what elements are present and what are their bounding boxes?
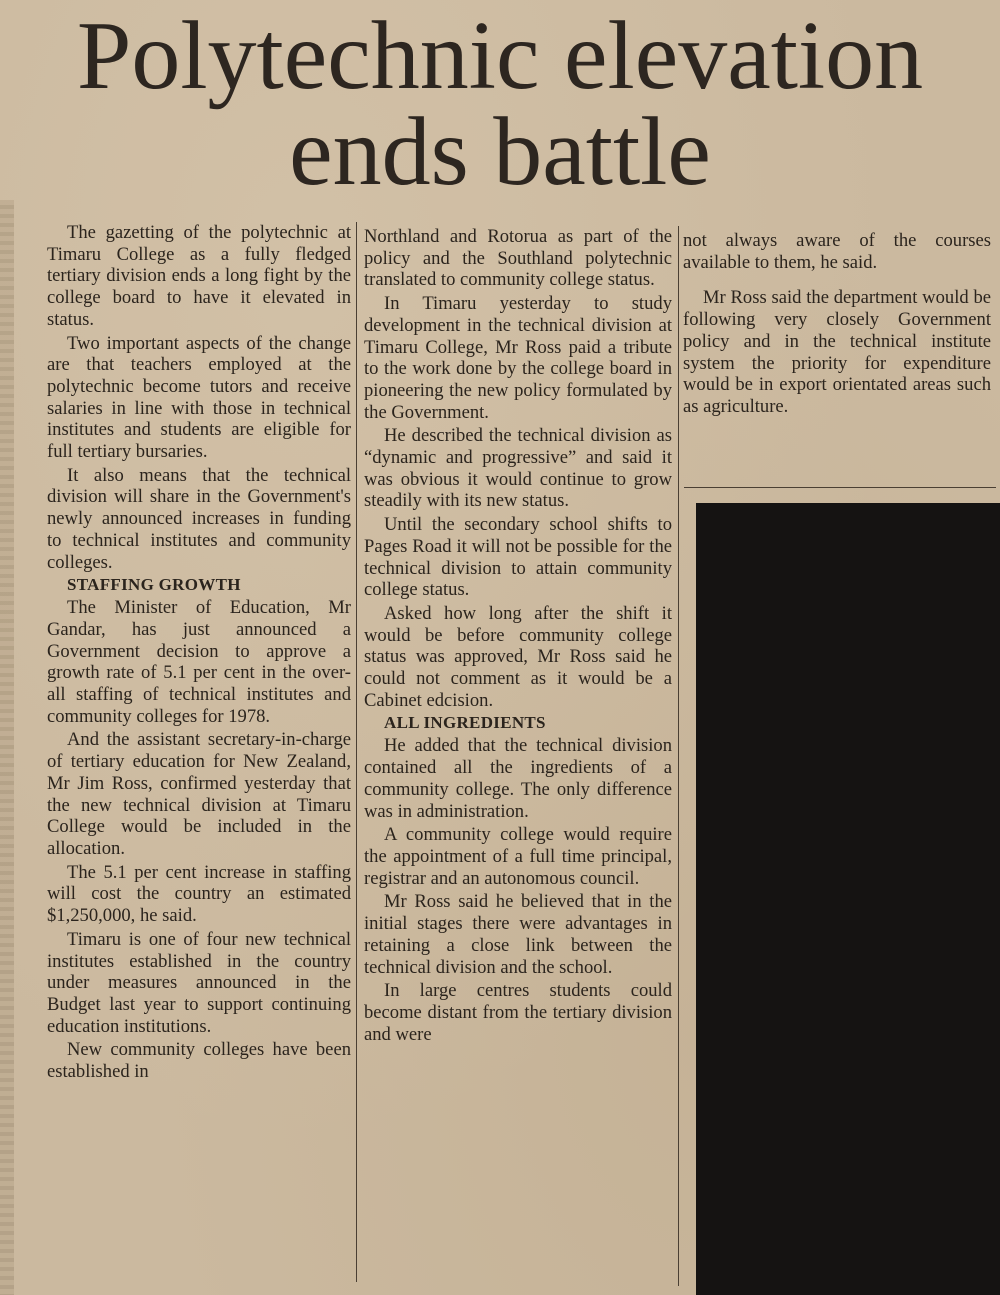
headline-line-1: Polytechnic elevation — [76, 2, 924, 110]
article-column-3 — [683, 230, 991, 418]
headline-line-2: ends battle — [289, 98, 711, 206]
paragraph: It also means that the technical division will share in the Government's newly announced increases in funding to technical institutes and community colleges. — [47, 464, 351, 573]
paragraph: not always aware of the courses available to them, he said. — [683, 230, 991, 273]
paragraph: New community colleges have been established in — [47, 1039, 351, 1083]
paragraph: The Minister of Education, Mr Gandar, has just announced a Government decision to approve a growth rate of 5.1 per cent in the over-all staffing of technical institutes and community colleges for 1978. — [47, 597, 351, 727]
paragraph: Until the secondary school shifts to Pages Road it will not be possible for the technical division to attain community college status. — [364, 514, 672, 601]
column-3-end-rule — [684, 487, 996, 488]
article-column-2 — [364, 226, 672, 1045]
column-divider-2 — [678, 226, 679, 1286]
paragraph: The gazetting of the polytechnic at Timaru College as a fully fledged tertiary division ends a long fight by the college board to have it elevated in status. — [47, 222, 351, 330]
black-backing-panel — [696, 503, 1000, 1295]
paragraph: Mr Ross said he believed that in the initial stages there were advantages in retaining a close link between the technical division and the school. — [364, 891, 672, 978]
headline — [30, 2, 970, 206]
paragraph: Mr Ross said the department would be following very closely Government policy and in the technical institute system the priority for expenditure would be in export orientated areas such as agriculture. — [683, 287, 991, 417]
paragraph: He described the technical division as “dynamic and progressive” and said it was obvious it would continue to grow steadily with its new status. — [364, 425, 672, 512]
subheading-staffing-growth: STAFFING GROWTH — [67, 575, 241, 595]
paragraph: Timaru is one of four new technical institutes established in the country under measures announced in the Budget last year to support continuing education institutions. — [47, 928, 351, 1037]
paragraph: Northland and Rotorua as part of the policy and the Southland polytechnic translated to community college status. — [364, 226, 672, 291]
paragraph: He added that the technical division contained all the ingredients of a community college. The only difference was in administration. — [364, 735, 672, 822]
paragraph: In Timaru yesterday to study development in the technical division at Timaru College, Mr Ross paid a tribute to the work done by the college board in pioneering the new policy formulated by the Government. — [364, 293, 672, 423]
subheading-all-ingredients: ALL INGREDIENTS — [384, 713, 546, 733]
paragraph: The 5.1 per cent increase in staffing will cost the country an estimated $1,250,000, he said. — [47, 861, 351, 927]
paragraph: And the assistant secretary-in-charge of tertiary education for New Zealand, Mr Jim Ross, confirmed yesterday that the new technical division at Timaru College would be included in the allocation. — [47, 729, 351, 859]
article-column-1 — [47, 222, 351, 1083]
paragraph: In large centres students could become distant from the tertiary division and were — [364, 980, 672, 1045]
paragraph: Asked how long after the shift it would be before community college status was approved, Mr Ross said he could not comment as it would be a Cabinet edcision. — [364, 602, 672, 711]
paragraph: Two important aspects of the change are that teachers employed at the polytechnic become tutors and receive salaries in line with those in technical institutes and students are eligible for full tertiary bursaries. — [47, 332, 351, 463]
paragraph: A community college would require the appointment of a full time principal, registrar and an autonomous council. — [364, 824, 672, 889]
torn-left-edge — [0, 200, 14, 1295]
column-divider-1 — [356, 222, 357, 1282]
